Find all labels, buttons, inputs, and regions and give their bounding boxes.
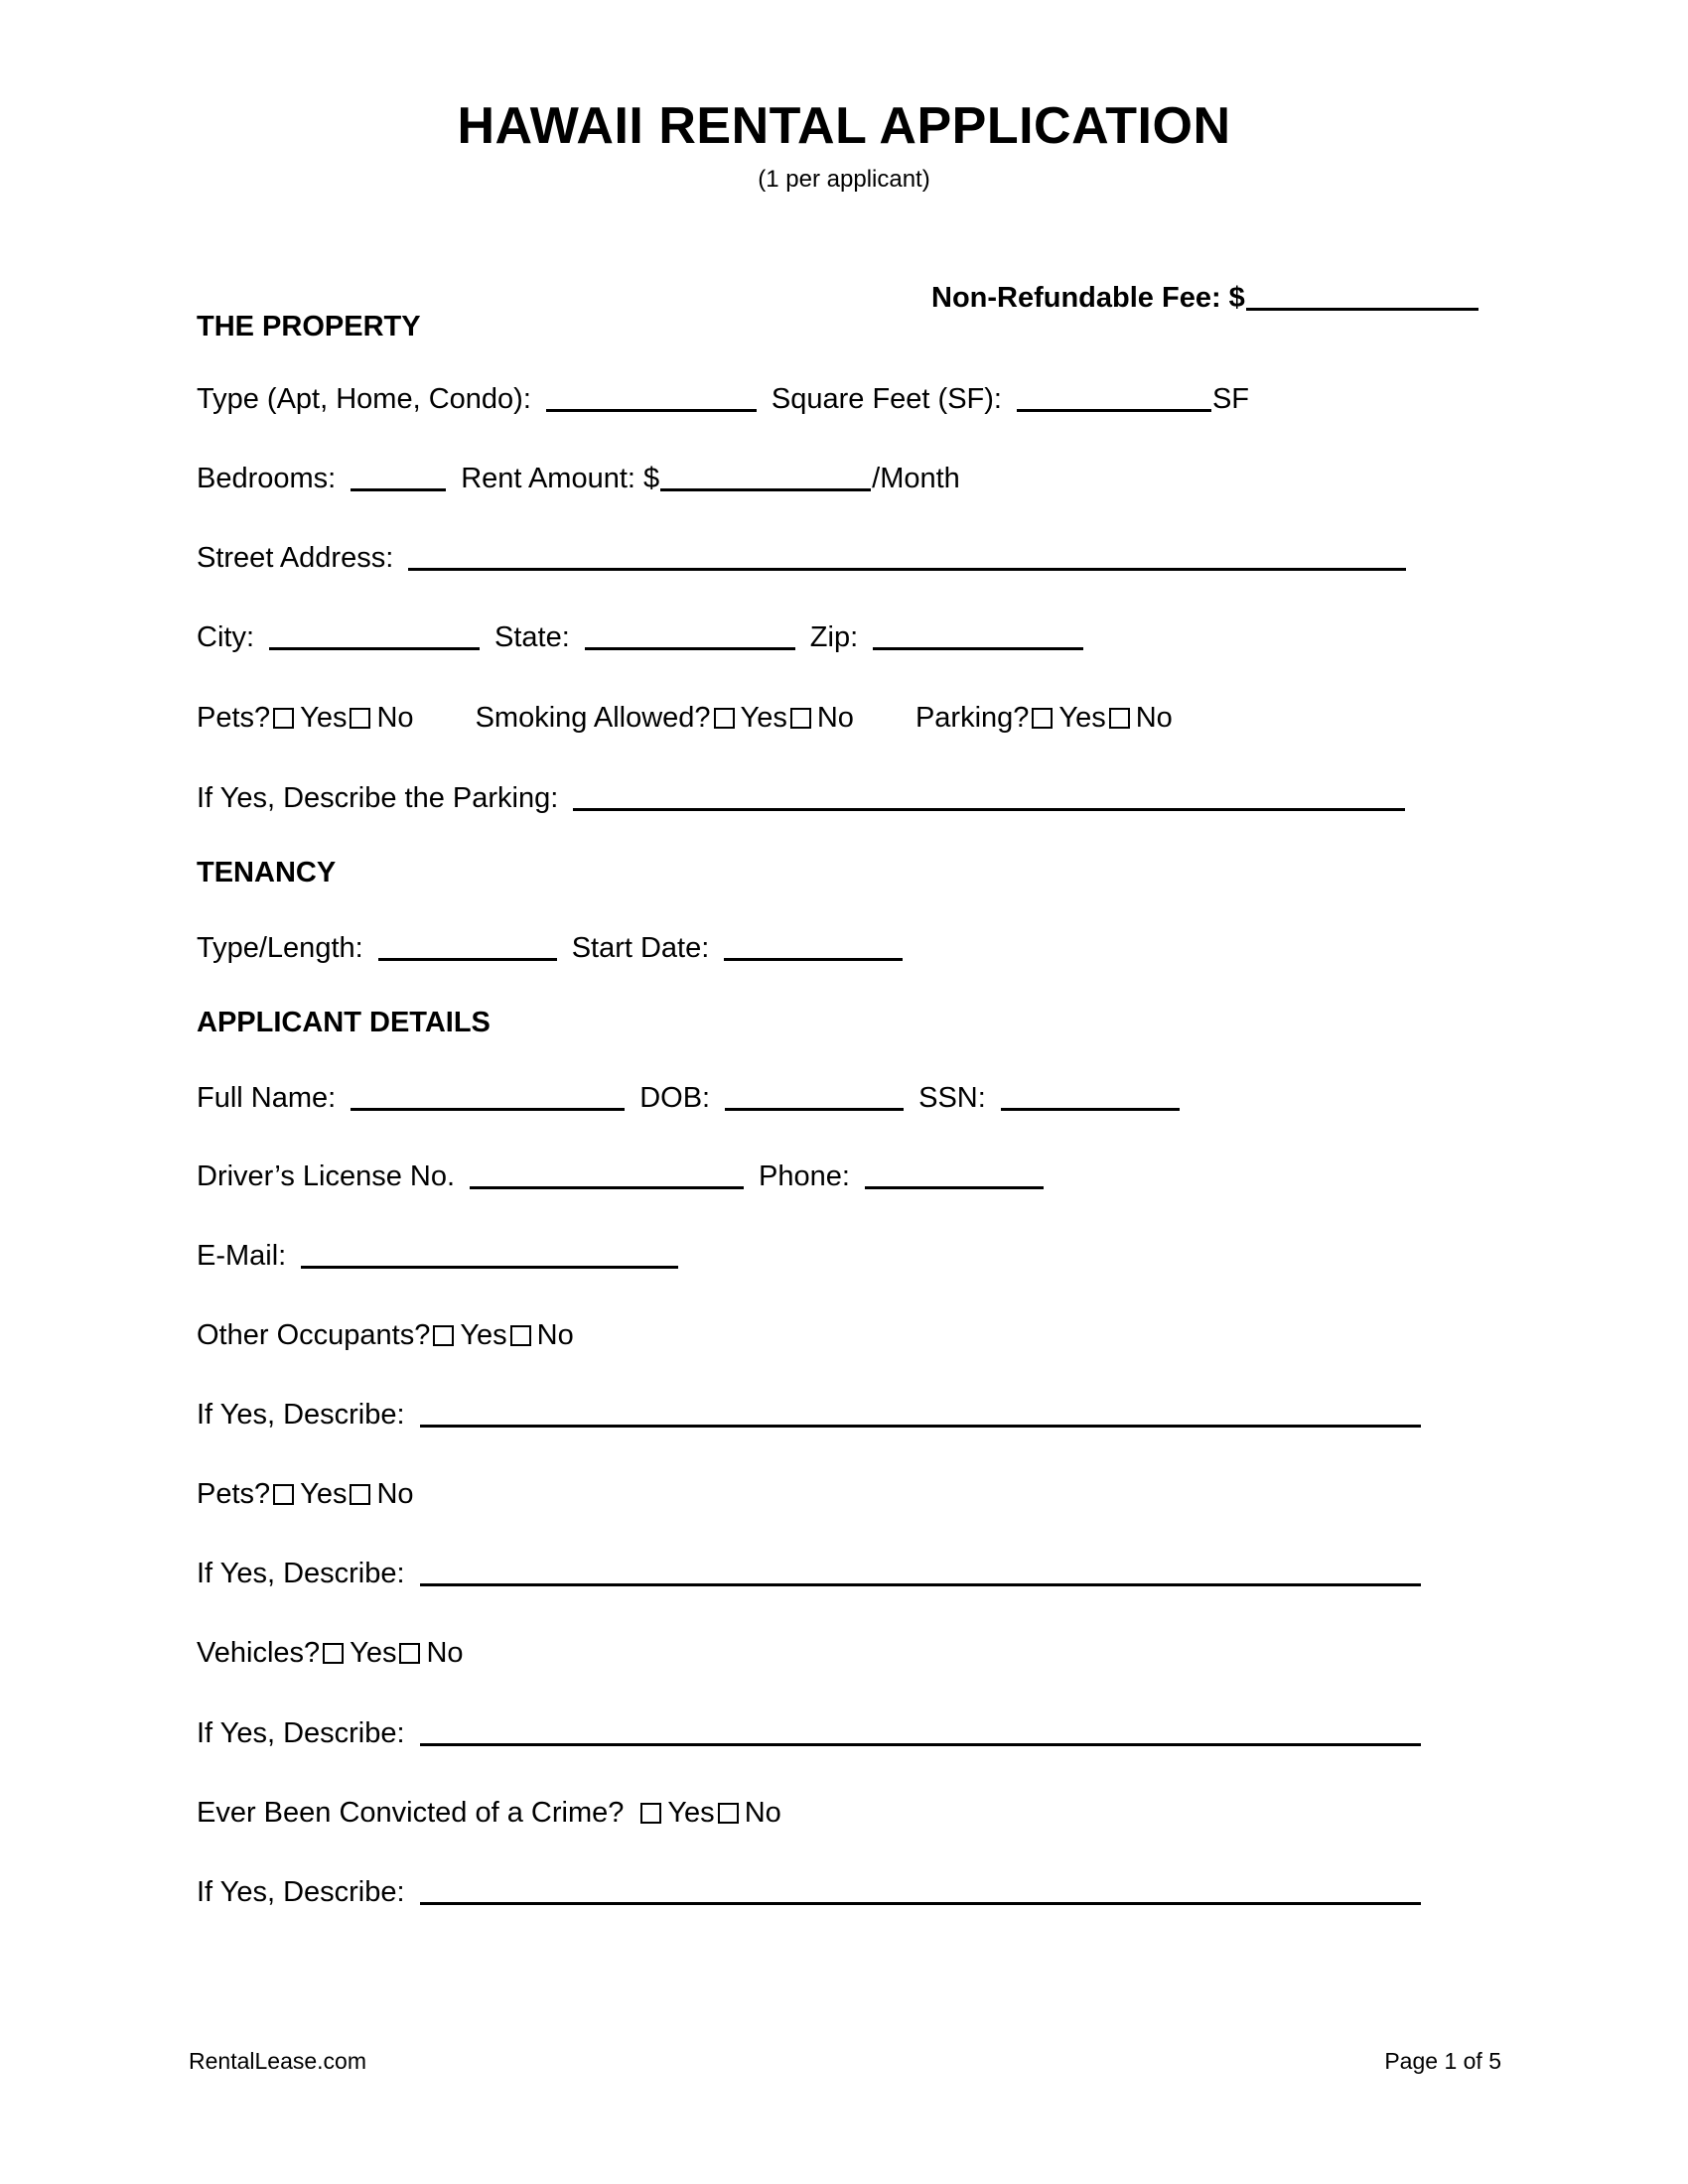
vehicles-describe-input[interactable] bbox=[420, 1717, 1421, 1746]
vehicles-describe-label: If Yes, Describe: bbox=[197, 1717, 405, 1749]
applicant-pets-label: Pets? bbox=[197, 1478, 271, 1510]
crime-no-label: No bbox=[744, 1797, 781, 1829]
page-subtitle: (1 per applicant) bbox=[758, 166, 930, 193]
tenancy-type-length-input[interactable] bbox=[378, 932, 557, 961]
other-occupants-no-checkbox[interactable] bbox=[510, 1325, 531, 1346]
applicant-pets-yes-label: Yes bbox=[300, 1478, 348, 1510]
bedrooms-rent-row bbox=[197, 462, 960, 495]
other-occupants-label: Other Occupants? bbox=[197, 1319, 431, 1351]
applicant-identity-row bbox=[197, 1081, 1181, 1115]
crime-no-checkbox[interactable] bbox=[718, 1803, 739, 1824]
street-address-label: Street Address: bbox=[197, 542, 394, 574]
footer-site-name: RentalLease.com bbox=[189, 2048, 366, 2074]
parking-describe-label: If Yes, Describe the Parking: bbox=[197, 782, 559, 814]
vehicles-no-checkbox[interactable] bbox=[399, 1643, 420, 1664]
phone-input[interactable] bbox=[865, 1160, 1044, 1189]
section-heading-tenancy: TENANCY bbox=[197, 857, 337, 888]
dob-input[interactable] bbox=[725, 1082, 904, 1111]
other-occupants-no-label: No bbox=[536, 1319, 574, 1351]
license-phone-row bbox=[197, 1160, 1045, 1193]
city-input[interactable] bbox=[269, 621, 480, 650]
other-occupants-yes-label: Yes bbox=[460, 1319, 507, 1351]
other-occupants-yes-checkbox[interactable] bbox=[433, 1325, 454, 1346]
bedrooms-input[interactable] bbox=[351, 463, 446, 491]
email-row bbox=[197, 1239, 679, 1273]
crime-yes-checkbox[interactable] bbox=[640, 1803, 661, 1824]
tenancy-row bbox=[197, 931, 904, 965]
zip-input[interactable] bbox=[873, 621, 1083, 650]
property-type-label: Type (Apt, Home, Condo): bbox=[197, 383, 531, 415]
city-label: City: bbox=[197, 621, 254, 653]
non-refundable-fee-input[interactable] bbox=[1246, 282, 1478, 311]
ssn-label: SSN: bbox=[918, 1082, 986, 1114]
dob-label: DOB: bbox=[639, 1082, 711, 1114]
street-address-input[interactable] bbox=[408, 542, 1406, 571]
pets-describe-label: If Yes, Describe: bbox=[197, 1558, 405, 1589]
parking-describe-input[interactable] bbox=[573, 782, 1405, 811]
applicant-pets-no-checkbox[interactable] bbox=[350, 1484, 370, 1505]
email-input[interactable] bbox=[301, 1240, 678, 1269]
vehicles-label: Vehicles? bbox=[197, 1637, 321, 1669]
square-feet-suffix: SF bbox=[1211, 383, 1250, 415]
rent-amount-suffix: /Month bbox=[872, 463, 960, 494]
tenancy-start-date-label: Start Date: bbox=[571, 932, 710, 964]
property-options-row bbox=[197, 701, 1173, 735]
footer-page-number: Page 1 of 5 bbox=[1384, 2048, 1501, 2074]
applicant-pets-yes-checkbox[interactable] bbox=[273, 1484, 294, 1505]
drivers-license-label: Driver’s License No. bbox=[197, 1160, 456, 1192]
crime-yes-label: Yes bbox=[667, 1797, 715, 1829]
city-state-zip-row bbox=[197, 620, 1084, 654]
non-refundable-fee-label: Non-Refundable Fee: $ bbox=[931, 282, 1245, 314]
section-heading-applicant-details: APPLICANT DETAILS bbox=[197, 1007, 491, 1038]
tenancy-start-date-input[interactable] bbox=[724, 932, 903, 961]
state-label: State: bbox=[494, 621, 570, 653]
parking-describe-row bbox=[197, 781, 1406, 815]
other-occupants-row bbox=[197, 1318, 574, 1352]
smoking-allowed-label: Smoking Allowed? bbox=[475, 702, 711, 734]
vehicles-no-label: No bbox=[426, 1637, 464, 1669]
parking-no-label: No bbox=[1135, 702, 1173, 734]
occupants-describe-label: If Yes, Describe: bbox=[197, 1399, 405, 1431]
tenancy-type-length-label: Type/Length: bbox=[197, 932, 363, 964]
crime-describe-row bbox=[197, 1875, 1422, 1909]
full-name-input[interactable] bbox=[351, 1082, 625, 1111]
smoking-no-checkbox[interactable] bbox=[790, 708, 811, 729]
full-name-label: Full Name: bbox=[197, 1082, 337, 1114]
square-feet-label: Square Feet (SF): bbox=[771, 383, 1002, 415]
smoking-yes-checkbox[interactable] bbox=[714, 708, 735, 729]
smoking-yes-label: Yes bbox=[740, 702, 787, 734]
section-heading-property: THE PROPERTY bbox=[197, 311, 421, 342]
crime-describe-input[interactable] bbox=[420, 1876, 1421, 1905]
property-pets-yes-checkbox[interactable] bbox=[273, 708, 294, 729]
vehicles-yes-label: Yes bbox=[350, 1637, 397, 1669]
applicant-pets-row bbox=[197, 1477, 414, 1511]
vehicles-row bbox=[197, 1636, 464, 1670]
property-pets-yes-label: Yes bbox=[300, 702, 348, 734]
property-pets-label: Pets? bbox=[197, 702, 271, 734]
pets-describe-input[interactable] bbox=[420, 1558, 1421, 1586]
occupants-describe-row bbox=[197, 1398, 1422, 1432]
email-label: E-Mail: bbox=[197, 1240, 287, 1272]
square-feet-input[interactable] bbox=[1017, 383, 1211, 412]
property-pets-no-label: No bbox=[376, 702, 414, 734]
parking-label: Parking? bbox=[914, 702, 1030, 734]
smoking-no-label: No bbox=[816, 702, 854, 734]
zip-label: Zip: bbox=[809, 621, 859, 653]
state-input[interactable] bbox=[585, 621, 795, 650]
rent-amount-input[interactable] bbox=[660, 463, 871, 491]
street-address-row bbox=[197, 541, 1407, 575]
pets-describe-row bbox=[197, 1557, 1422, 1590]
ssn-input[interactable] bbox=[1001, 1082, 1180, 1111]
phone-label: Phone: bbox=[759, 1160, 850, 1192]
parking-yes-label: Yes bbox=[1058, 702, 1106, 734]
rent-amount-label: Rent Amount: $ bbox=[461, 463, 660, 494]
parking-yes-checkbox[interactable] bbox=[1032, 708, 1053, 729]
vehicles-yes-checkbox[interactable] bbox=[323, 1643, 344, 1664]
property-type-input[interactable] bbox=[546, 383, 757, 412]
vehicles-describe-row bbox=[197, 1716, 1422, 1750]
occupants-describe-input[interactable] bbox=[420, 1399, 1421, 1428]
crime-conviction-label: Ever Been Convicted of a Crime? bbox=[197, 1797, 625, 1829]
parking-no-checkbox[interactable] bbox=[1109, 708, 1130, 729]
applicant-pets-no-label: No bbox=[376, 1478, 414, 1510]
crime-conviction-row bbox=[197, 1796, 781, 1830]
property-pets-no-checkbox[interactable] bbox=[350, 708, 370, 729]
drivers-license-input[interactable] bbox=[470, 1160, 744, 1189]
property-type-row bbox=[197, 382, 1249, 416]
bedrooms-label: Bedrooms: bbox=[197, 463, 337, 494]
crime-describe-label: If Yes, Describe: bbox=[197, 1876, 405, 1908]
non-refundable-fee-row bbox=[931, 281, 1479, 315]
page-title: HAWAII RENTAL APPLICATION bbox=[457, 97, 1231, 155]
